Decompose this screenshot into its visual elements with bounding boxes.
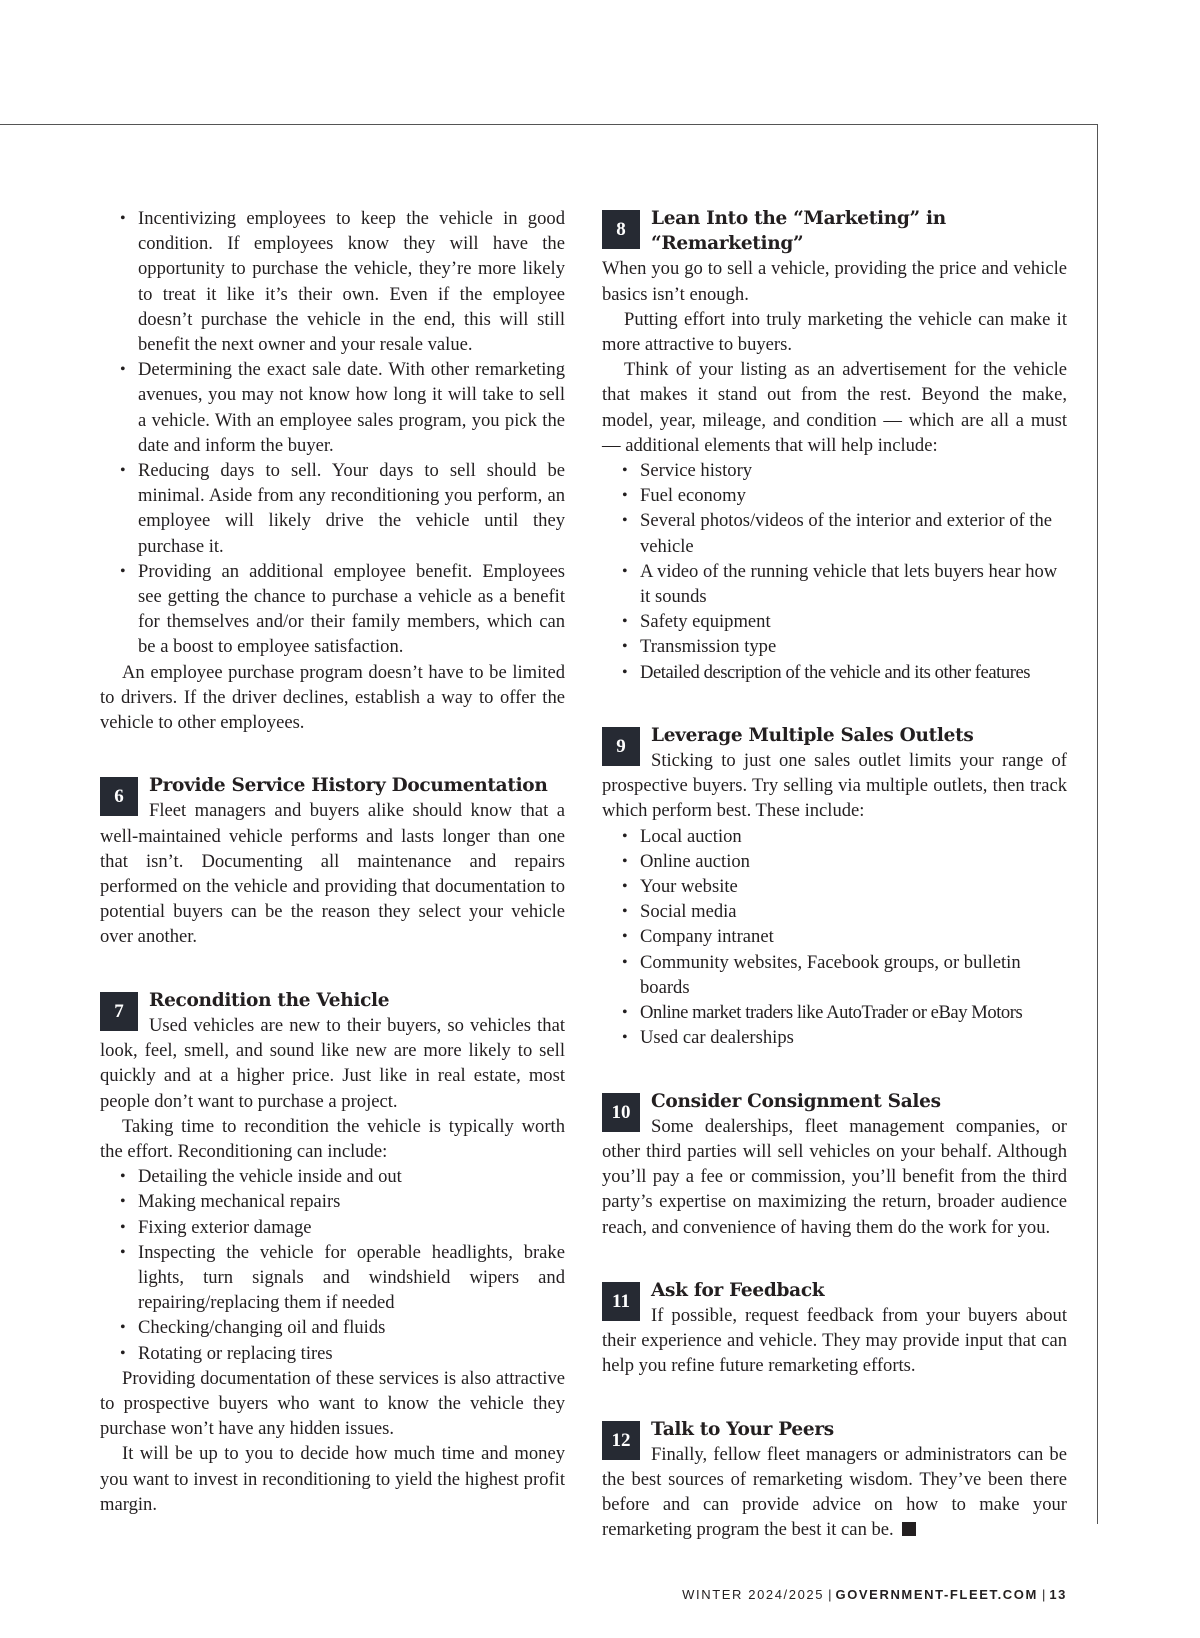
top-rule xyxy=(0,124,1097,125)
list-item: • A video of the running vehicle that lets buyers hear how it sounds xyxy=(640,559,1067,609)
list-item: • Rotating or replacing tires xyxy=(138,1341,565,1366)
section-heading: Leverage Multiple Sales Outlets xyxy=(651,724,974,746)
paragraph: It will be up to you to decide how much time and money you want to invest in reconditioning to yield the highest profit margin. xyxy=(100,1443,565,1515)
list-item: • Detailed description of the vehicle and its other features xyxy=(640,660,1067,685)
list-item: • Checking/changing oil and fluids xyxy=(138,1315,565,1340)
paragraph: Think of your listing as an advertisement for the vehicle that makes it stand out from the rest. Beyond the make, model, year, mileage, and condition — which are all a must — additional elements that will help include: xyxy=(602,359,1067,456)
section-11 xyxy=(602,1278,1067,1379)
section-12 xyxy=(602,1417,1067,1543)
list-item: • Your website xyxy=(640,874,1067,899)
paragraph: Putting effort into truly marketing the vehicle can make it more attractive to buyers. xyxy=(602,308,1067,356)
list-item: • Social media xyxy=(640,899,1067,924)
section-6 xyxy=(100,773,565,949)
list-item: • Transmission type xyxy=(640,634,1067,659)
section-body: Some dealerships, fleet management companies, or other third parties will sell vehicles on your behalf. Although you’ll pay a fee or commission, you’ll benefit from the third party’s expertise on maximizing the return, broader audience reach, and convenience of having them do the work for you. xyxy=(602,1115,1067,1238)
section-heading: Lean Into the “Marketing” in “Remarketing” xyxy=(651,208,946,255)
section-body: Fleet managers and buyers alike should know that a well-maintained vehicle performs and lasts longer than one that isn’t. Documenting all maintenance and repairs performed on the vehicle and providing that documentation to potential buyers can be the reason they select your vehicle over another. xyxy=(100,800,565,948)
intro-paragraph: An employee purchase program doesn’t have to be limited to drivers. If the driver declines, establish a way to offer the vehicle to other employees. xyxy=(100,661,565,734)
section-number-badge: 11 xyxy=(602,1282,640,1321)
section-body: Sticking to just one sales outlet limits your range of prospective buyers. Try selling via multiple outlets, then track which perform best. These include: xyxy=(602,750,1067,822)
list-item: • Determining the exact sale date. With other remarketing avenues, you may not know how long it will take to sell a vehicle. With an employee sales program, you pick the date and inform the buyer. xyxy=(138,357,565,458)
section-number-badge: 12 xyxy=(602,1421,640,1460)
list-item: • Providing an additional employee benefit. Employees see getting the chance to purchase a vehicle as a benefit for themselves and/or their family members, which can be a boost to employee satisfaction. xyxy=(138,559,565,660)
section-heading: Ask for Feedback xyxy=(651,1279,825,1301)
section-number-badge: 6 xyxy=(100,777,138,816)
list-item: • Used car dealerships xyxy=(640,1025,1067,1050)
sales-outlets-list xyxy=(602,824,1067,1051)
listing-elements-list xyxy=(602,458,1067,685)
list-item: • Inspecting the vehicle for operable headlights, brake lights, turn signals and windshield wipers and repairing/replacing them if needed xyxy=(138,1240,565,1316)
list-item: • Fuel economy xyxy=(640,483,1067,508)
paragraph: Providing documentation of these services is also attractive to prospective buyers who want to know the vehicle they purchase won’t have any hidden issues. xyxy=(100,1367,565,1440)
section-9 xyxy=(602,723,1067,1051)
paragraph: Taking time to recondition the vehicle is typically worth the effort. Reconditioning can include: xyxy=(100,1115,565,1162)
list-item: • Safety equipment xyxy=(640,609,1067,634)
list-item: • Online market traders like AutoTrader or eBay Motors xyxy=(640,1000,1067,1025)
section-number-badge: 10 xyxy=(602,1093,640,1132)
issue-label: WINTER 2024/2025 xyxy=(682,1587,825,1602)
section-heading: Provide Service History Documentation xyxy=(149,775,548,797)
section-8 xyxy=(602,206,1067,685)
site-name: GOVERNMENT-FLEET.COM xyxy=(835,1587,1038,1602)
section-number-badge: 7 xyxy=(100,992,138,1031)
section-heading: Recondition the Vehicle xyxy=(149,989,390,1011)
list-item: • Making mechanical repairs xyxy=(138,1189,565,1214)
section-7 xyxy=(100,988,565,1517)
section-number-badge: 9 xyxy=(602,727,640,766)
section-heading: Consider Consignment Sales xyxy=(651,1090,941,1112)
list-item: • Service history xyxy=(640,458,1067,483)
page-number: 13 xyxy=(1049,1587,1067,1602)
intro-bullet-list xyxy=(100,206,565,660)
list-item: • Local auction xyxy=(640,824,1067,849)
list-item: • Fixing exterior damage xyxy=(138,1215,565,1240)
section-10 xyxy=(602,1089,1067,1240)
recondition-bullet-list xyxy=(100,1164,565,1366)
section-body: When you go to sell a vehicle, providing the price and vehicle basics isn’t enough. xyxy=(602,258,1067,305)
section-heading: Talk to Your Peers xyxy=(651,1418,834,1440)
list-item: • Reducing days to sell. Your days to sell should be minimal. Aside from any reconditioning you perform, an employee will likely drive the vehicle until they purchase it. xyxy=(138,458,565,559)
list-item: • Several photos/videos of the interior and exterior of the vehicle xyxy=(640,508,1067,558)
list-item: • Company intranet xyxy=(640,924,1067,949)
left-column xyxy=(100,206,565,1517)
section-body: If possible, request feedback from your buyers about their experience and vehicle. They may provide input that can help you refine future remarketing efforts. xyxy=(602,1304,1067,1377)
section-number-badge: 8 xyxy=(602,210,640,249)
section-body: Used vehicles are new to their buyers, so vehicles that look, feel, smell, and sound like new are more likely to sell quickly and at a higher price. Just like in real estate, most people don’t want to purchase a project. xyxy=(100,1014,565,1112)
page-footer: WINTER 2024/2025 | GOVERNMENT-FLEET.COM | 13 xyxy=(682,1587,1067,1602)
list-item: • Incentivizing employees to keep the vehicle in good condition. If employees know they will have the opportunity to purchase the vehicle, they’re more likely to treat it like it’s their own. Even if the employee doesn’t purchase the vehicle in the end, this will still benefit the next owner and your resale value. xyxy=(138,206,565,357)
right-rule xyxy=(1097,124,1098,1524)
list-item: • Detailing the vehicle inside and out xyxy=(138,1164,565,1189)
right-column xyxy=(602,206,1067,1543)
section-body-text: Finally, fellow fleet managers or administrators can be the best sources of remarketing wisdom. They’ve been there before and can provide advice on how to make your remarketing program the best it can be. xyxy=(602,1443,1067,1541)
section-body xyxy=(602,1442,1067,1543)
list-item: • Online auction xyxy=(640,849,1067,874)
list-item: • Community websites, Facebook groups, or bulletin boards xyxy=(640,950,1067,1000)
end-of-article-mark xyxy=(902,1522,916,1536)
